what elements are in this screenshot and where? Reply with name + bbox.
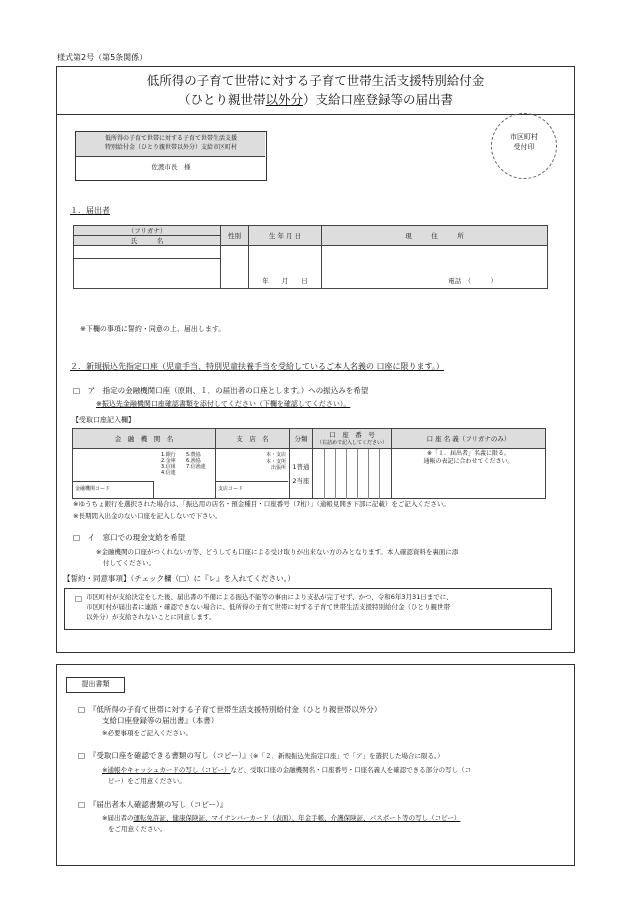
consent-checkbox[interactable]: □	[75, 594, 83, 603]
option-b-note2: 付してください。	[103, 559, 155, 567]
number-header: 口 座 番 号 （右詰めで記入してください）	[313, 429, 392, 449]
section2-heading: ２．新規振込先指定口座（児童手当、特別児童扶養手当を受給しているご本人名義の 口座に限ります。）	[70, 362, 444, 371]
option-b[interactable]: □ イ 窓口での現金支給を希望	[73, 533, 186, 542]
holder-header: 口 座 名 義（フリガナのみ）	[392, 429, 546, 449]
doc-item2-note1: ※通帳やキャッシュカードの写し（コピー）など、受取口座の金融機関名・口座番号・口座名義人を確認できる部分の写し（コ	[102, 766, 472, 774]
table-caption: 【受取口座記入欄】	[72, 416, 135, 424]
bank-code-label: 金融機関コード	[75, 486, 111, 492]
oath-note: ※下欄の事項に誓約・同意の上、届出します。	[80, 325, 226, 333]
type-header: 分類	[290, 429, 313, 449]
birthdate-field[interactable]: 年 月 日	[249, 246, 322, 289]
option-a[interactable]: □ ア 指定の金融機関口座（原則、１．の届出者の口座とします。）への振込みを希望	[73, 386, 369, 395]
bank-field[interactable]	[73, 449, 216, 499]
title-divider	[56, 114, 574, 115]
branch-field[interactable]	[216, 449, 290, 499]
bank-header: 金 融 機 関 名	[73, 429, 216, 449]
documents-box	[56, 664, 575, 866]
furigana-header: （フリガナ）	[74, 226, 221, 236]
name-field[interactable]	[74, 259, 221, 289]
address-line1: 低所得の子育て世帯に対する子育て世帯生活支援	[104, 135, 237, 142]
branch-types: 本・支店 本・支所 出張所	[265, 452, 286, 471]
note-yucho: ※ゆうちょ銀行を選択された場合は、「振込用の店名・預金種目・口座番号（7桁）」（通帳見開き下部に記載）をご記入ください。	[73, 500, 450, 508]
address-line2: 特別給付金（ひとり親世帯以外分）支給市区町村	[104, 144, 237, 151]
name-header: 氏 名	[74, 236, 221, 246]
doc-item2-note2: ピー）をご用意ください。	[108, 777, 186, 785]
consent-line2: 市区町村が届出者に連絡・確認できない場合に、低所得の子育て世帯に対する子育て世帯生活支援特別給付金（ひとり親世帯	[86, 603, 450, 611]
bank-types-col2: 5.農協 6.漁協 7.信漁連	[186, 452, 206, 470]
address-field[interactable]: 電話 （ ）	[322, 246, 548, 289]
doc-item1-line2: 支給口座登録等の届出書』（本書）	[102, 716, 219, 725]
option-a-note: ※振込先金融機関口座確認書類を添付してください（下欄を確認してください）。	[96, 400, 351, 408]
title-line2: （ひとり親世帯以外分）支給口座登録等の届出書	[177, 92, 454, 107]
documents-heading: 提出書類	[81, 680, 110, 688]
doc-item3-note2: をご用意ください。	[108, 825, 167, 833]
consent-heading: 【誓約・同意事項】（チェック欄（□）に『レ』を入れてください。）	[63, 574, 295, 583]
furigana-field[interactable]	[74, 246, 221, 259]
section1-heading: １．届出者	[70, 206, 110, 215]
type-field[interactable]: 1普通 2当座	[290, 449, 313, 499]
gender-header: 性別	[221, 226, 249, 246]
title-line1: 低所得の子育て世帯に対する子育て世帯生活支援特別給付金	[146, 73, 485, 88]
doc-item1-note: ※必要事項をご記入ください。	[102, 729, 192, 737]
consent-line1: 市区町村が支給決定をした後、届出書の不備による振込不能等の事由により支払が完了せず、かつ、令和6年3月31日までに、	[86, 593, 453, 601]
doc-item3-note1: ※届出者の運転免許証、健康保険証、マイナンバーカード（表面）、年金手帳、介護保険証、パスポート等の写し（コピー）	[102, 814, 461, 822]
option-b-note1: ※金融機関の口座がつくれない方等、どうしても口座による受け取りが出来ない方のみとなります。本人確認資料を裏面に添	[96, 548, 459, 556]
doc-item3-line1[interactable]: □ 『届出者本人確認書類の写し（コピー）』	[78, 800, 228, 809]
stamp-line1: 市区町村	[510, 133, 538, 141]
address-mayor: 佐渡市長 様	[151, 163, 191, 171]
number-field[interactable]	[313, 449, 392, 499]
stamp-line2: 受付印	[513, 143, 535, 151]
note-longterm: ※長期間入出金のない口座を記入しないで下さい。	[73, 512, 222, 520]
bank-types-col1: 1.銀行 2.金庫 3.信組 4.信連	[161, 452, 176, 476]
holder-field[interactable]	[392, 449, 546, 499]
branch-header: 支 店 名	[216, 429, 290, 449]
birthdate-header: 生 年 月 日	[249, 226, 322, 246]
branch-code-label: 支店コード	[218, 486, 244, 492]
gender-field[interactable]	[221, 246, 249, 289]
doc-item1-line1[interactable]: □ 『低所得の子育て世帯に対する子育て世帯生活支援特別給付金（ひとり親世帯以外分）	[78, 705, 382, 714]
doc-item2-line1[interactable]: □ 『受取口座を確認できる書類の写し（コピー）』（※「２．新規振込先指定口座」で「ア」を選択した場合に限る。）	[78, 751, 444, 760]
applicant-table	[73, 225, 548, 289]
form-number: 様式第2号（第5条関係）	[57, 53, 148, 62]
account-table	[72, 428, 546, 499]
address-header: 現 住 所	[322, 226, 548, 246]
holder-note: ※「１．届出者」名義に限る。 通帳の表記に合わせてください。	[423, 450, 514, 465]
consent-line3: 以外分）が支給されないことに同意します。	[86, 613, 216, 621]
